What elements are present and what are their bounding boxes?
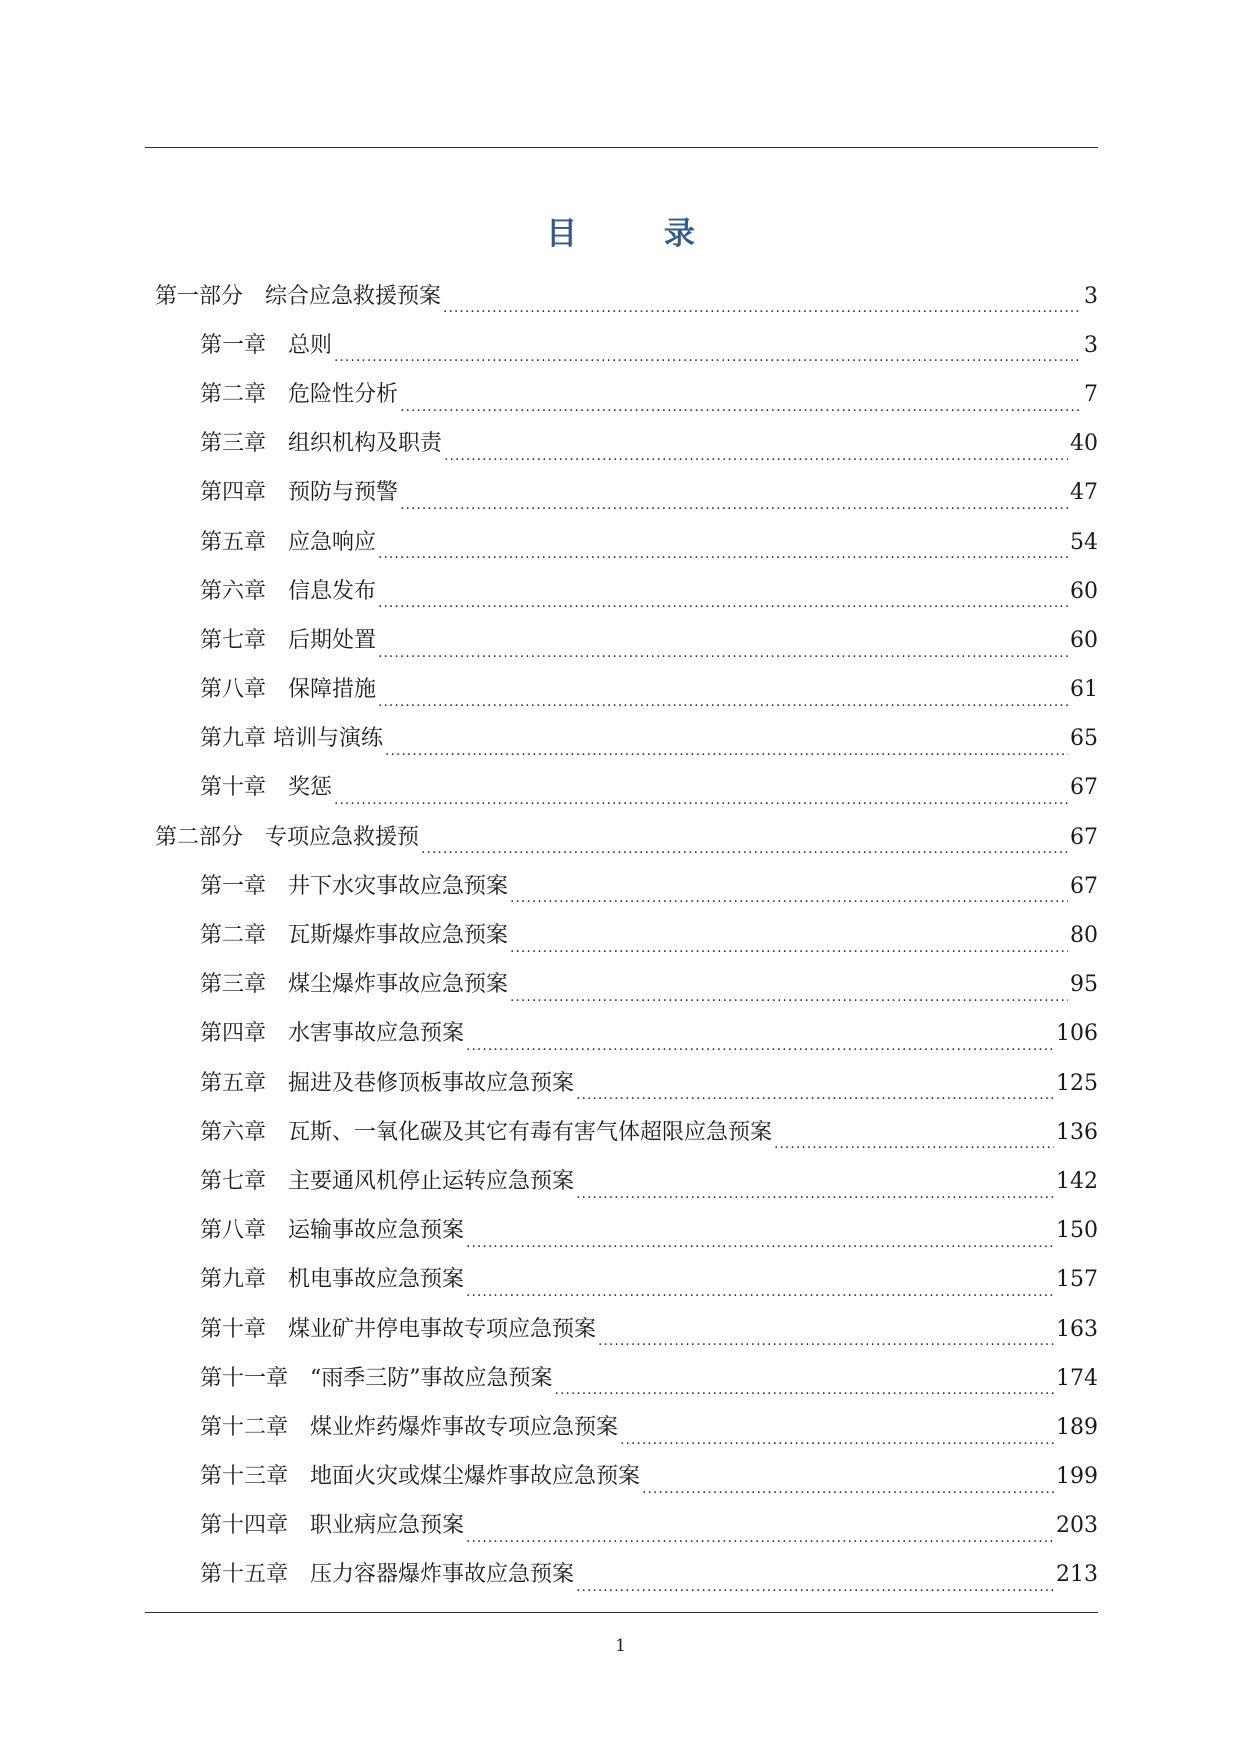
toc-dot-leader [466,1523,1054,1551]
toc-entry-page: 3 [1084,283,1098,309]
toc-entry-label: 第十二章 煤业炸药爆炸事故专项应急预案 [200,1414,619,1440]
toc-entry-label: 第三章 煤尘爆炸事故应急预案 [200,972,509,998]
toc-entry-label: 第七章 主要通风机停止运转应急预案 [200,1168,575,1194]
toc-entry-label: 第一章 总则 [200,332,333,358]
toc-entry-label: 第六章 瓦斯、一氧化碳及其它有毒有害气体超限应急预案 [200,1119,773,1145]
toc-entry-page: 3 [1084,332,1098,358]
toc-entry-label: 第二章 瓦斯爆炸事故应急预案 [200,923,509,949]
toc-entry-label: 第十一章 “雨季三防”事故应急预案 [200,1365,553,1391]
toc-chapter-entry[interactable] [0,715,1241,764]
toc-entry-page: 213 [1056,1562,1098,1588]
toc-entry-label: 第二章 危险性分析 [200,381,399,407]
toc-dot-leader [510,883,1068,911]
toc-entry-page: 65 [1070,726,1098,752]
toc-dot-leader [555,1375,1055,1403]
toc-dot-leader [334,785,1068,813]
toc-dot-leader [378,638,1068,666]
toc-entry-label: 第九章 培训与演练 [200,726,383,752]
toc-chapter-entry[interactable] [0,1059,1241,1108]
toc-dot-leader [598,1326,1054,1354]
toc-entry-label: 第七章 后期处置 [200,627,377,653]
toc-dot-leader [378,588,1068,616]
toc-entry-page: 125 [1056,1070,1098,1096]
page-number: 1 [615,1636,626,1656]
toc-chapter-entry[interactable] [0,666,1241,715]
toc-dot-leader [378,687,1068,715]
toc-chapter-entry[interactable] [0,961,1241,1010]
toc-entry-page: 203 [1056,1513,1098,1539]
toc-chapter-entry[interactable] [0,1453,1241,1502]
toc-chapter-entry[interactable] [0,420,1241,469]
table-of-contents [0,272,1241,1600]
toc-chapter-entry[interactable] [0,1157,1241,1206]
toc-chapter-entry[interactable] [0,567,1241,616]
toc-chapter-entry[interactable] [0,1207,1241,1256]
toc-entry-label: 第四章 水害事故应急预案 [200,1021,465,1047]
toc-entry-page: 40 [1070,431,1098,457]
toc-entry-page: 60 [1070,578,1098,604]
toc-entry-page: 189 [1056,1414,1098,1440]
toc-chapter-entry[interactable] [0,911,1241,960]
toc-entry-label: 第八章 运输事故应急预案 [200,1218,465,1244]
page-title: 目 录 [546,216,733,252]
toc-dot-leader [466,1277,1054,1305]
toc-part-entry[interactable] [0,813,1241,862]
toc-dot-leader [774,1129,1054,1157]
toc-entry-label: 第五章 掘进及巷修顶板事故应急预案 [200,1070,575,1096]
toc-chapter-entry[interactable] [0,1305,1241,1354]
toc-dot-leader [385,736,1068,764]
toc-chapter-entry[interactable] [0,1403,1241,1452]
toc-dot-leader [642,1474,1054,1502]
toc-entry-label: 第十四章 职业病应急预案 [200,1513,465,1539]
toc-dot-leader [510,933,1068,961]
toc-dot-leader [421,834,1068,862]
footer-rule [145,1612,1098,1613]
toc-entry-page: 95 [1070,972,1098,998]
toc-entry-label: 第十五章 压力容器爆炸事故应急预案 [200,1562,575,1588]
toc-chapter-entry[interactable] [0,321,1241,370]
toc-chapter-entry[interactable] [0,518,1241,567]
toc-entry-page: 157 [1056,1267,1098,1293]
toc-entry-label: 第二部分 专项应急救援预 [155,824,420,850]
toc-dot-leader [576,1179,1054,1207]
toc-entry-page: 54 [1070,529,1098,555]
toc-chapter-entry[interactable] [0,862,1241,911]
toc-dot-leader [378,539,1068,567]
toc-dot-leader [334,342,1082,370]
toc-chapter-entry[interactable] [0,1010,1241,1059]
toc-part-entry[interactable] [0,272,1241,321]
toc-chapter-entry[interactable] [0,1108,1241,1157]
toc-chapter-entry[interactable] [0,469,1241,518]
toc-entry-page: 150 [1056,1218,1098,1244]
toc-entry-label: 第一章 井下水灾事故应急预案 [200,873,509,899]
toc-dot-leader [466,1228,1054,1256]
toc-entry-page: 142 [1056,1168,1098,1194]
toc-entry-label: 第三章 组织机构及职责 [200,431,443,457]
toc-entry-page: 67 [1070,824,1098,850]
toc-entry-page: 60 [1070,627,1098,653]
toc-entry-page: 80 [1070,923,1098,949]
toc-dot-leader [444,441,1068,469]
toc-dot-leader [576,1080,1054,1108]
toc-chapter-entry[interactable] [0,1502,1241,1551]
toc-entry-label: 第四章 预防与预警 [200,480,399,506]
toc-dot-leader [576,1572,1054,1600]
toc-entry-page: 47 [1070,480,1098,506]
toc-chapter-entry[interactable] [0,616,1241,665]
toc-chapter-entry[interactable] [0,1256,1241,1305]
toc-dot-leader [400,490,1068,518]
toc-entry-page: 67 [1070,775,1098,801]
toc-entry-label: 第九章 机电事故应急预案 [200,1267,465,1293]
toc-chapter-entry[interactable] [0,1551,1241,1600]
toc-dot-leader [510,982,1068,1010]
toc-entry-label: 第五章 应急响应 [200,529,377,555]
toc-entry-label: 第八章 保障措施 [200,677,377,703]
toc-dot-leader [400,392,1082,420]
toc-entry-label: 第十章 煤业矿井停电事故专项应急预案 [200,1316,597,1342]
toc-chapter-entry[interactable] [0,370,1241,419]
toc-dot-leader [466,1031,1054,1059]
toc-chapter-entry[interactable] [0,1354,1241,1403]
toc-entry-page: 199 [1056,1464,1098,1490]
toc-entry-label: 第一部分 综合应急救援预案 [155,283,442,309]
toc-entry-page: 136 [1056,1119,1098,1145]
toc-entry-page: 67 [1070,873,1098,899]
toc-entry-page: 61 [1070,677,1098,703]
header-rule [145,147,1098,148]
toc-dot-leader [620,1425,1054,1453]
toc-entry-page: 163 [1056,1316,1098,1342]
toc-chapter-entry[interactable] [0,764,1241,813]
toc-entry-label: 第六章 信息发布 [200,578,377,604]
toc-entry-page: 7 [1084,381,1098,407]
toc-entry-page: 106 [1056,1021,1098,1047]
toc-dot-leader [443,293,1082,321]
toc-entry-label: 第十章 奖惩 [200,775,333,801]
toc-entry-page: 174 [1056,1365,1098,1391]
toc-entry-label: 第十三章 地面火灾或煤尘爆炸事故应急预案 [200,1464,641,1490]
